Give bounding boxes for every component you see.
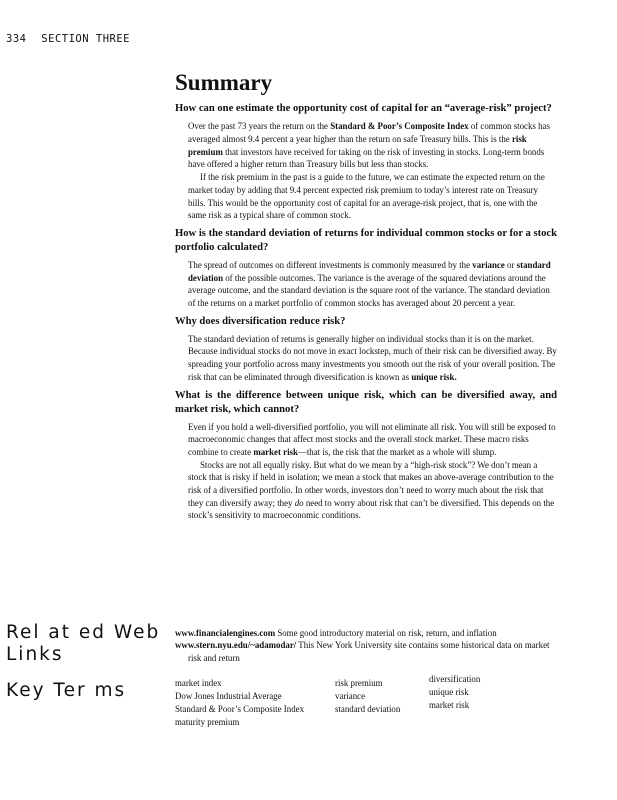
answer-2: [188, 259, 557, 310]
answer-3: [188, 333, 557, 384]
key-terms-column-1: [175, 677, 304, 729]
page-number: 334: [6, 33, 27, 45]
key-terms-column-3: [429, 673, 480, 712]
key-term: Dow Jones Industrial Average: [175, 691, 282, 701]
answer-3-paragraph-1: The standard deviation of returns is generally higher on individual stocks than it is on the market. Because individual stocks do not move in exact lockstep, much of their risk can be diversified away. By spreading your portfolio across many investments you smooth out the risk of your overall position. The risk that can be eliminated through diversification is known as unique risk.: [188, 333, 557, 382]
key-term: standard deviation: [335, 704, 401, 714]
web-link-item: www.stern.nyu.edu/~adamodar/ This New York University site contains some historical data on market risk and return: [175, 640, 550, 663]
summary-section: [175, 70, 557, 527]
term-market-risk: market risk: [253, 446, 298, 457]
emphasis-do: do: [294, 497, 304, 508]
key-term: risk premium: [335, 678, 383, 688]
question-4: What is the difference between unique risk, which can be diversified away, and market risk, which cannot?: [175, 389, 557, 415]
key-terms-label: Key Ter ms: [6, 680, 127, 701]
section-title: SECTION THREE: [41, 33, 130, 45]
key-term: Standard & Poor’s Composite Index: [175, 704, 305, 714]
summary-title: Summary: [175, 70, 273, 95]
key-terms-column-2: [335, 677, 400, 716]
key-term: unique risk: [429, 687, 469, 697]
term-sp-composite: Standard & Poor’s Composite Index: [330, 121, 469, 132]
answer-4-paragraph-2: Stocks are not all equally risky. But what do we mean by a “high-risk stock”? We don’t mean a stock that is risky if held in isolation; we mean a stock that makes an above-average contribution to the risk of a diversified portfolio. In other words, investors don’t need to worry much about the risk that they can diversify away; they do need to worry about risk that can’t be diversified. This depends on the stock’s sensitivity to macroeconomic conditions.: [188, 459, 555, 521]
question-1: How can one estimate the opportunity cost of capital for an “average-risk” project?: [175, 103, 552, 115]
answer-1: [188, 120, 557, 222]
web-link-url[interactable]: www.financialengines.com: [175, 628, 276, 638]
term-variance: variance: [472, 259, 505, 270]
related-web-links: [175, 627, 560, 664]
answer-1-paragraph-2: If the risk premium in the past is a guide to the future, we can estimate the expected return on the market today by adding that 9.4 percent expected risk premium to today’s interest rate on Treasury bills. This would be the opportunity cost of capital for an average-risk project, that is, one with the same risk as a typical share of common stock.: [188, 172, 545, 221]
term-standard-deviation: standard deviation: [188, 259, 551, 283]
key-term: market index: [175, 678, 222, 688]
answer-1-paragraph-1: Over the past 73 years the return on the Standard & Poor’s Composite Index of common stocks has averaged almost 9.4 percent a year higher than the return on safe Treasury bills. This is the risk premium that investors have received for taking on the risk of investing in stocks. Long-term bonds have offered a higher return than Treasury bills but less than stocks.: [188, 121, 550, 170]
key-term: maturity premium: [175, 717, 240, 727]
term-risk-premium: risk premium: [188, 134, 527, 157]
running-header: [6, 33, 130, 45]
key-term: variance: [335, 691, 366, 701]
key-term: diversification: [429, 674, 481, 684]
answer-2-paragraph-1: The spread of outcomes on different investments is commonly measured by the variance or standard deviation of the possible outcomes. The variance is the average of the squared deviations around the average outcome, and the standard deviation is the square root of the variance. The standard deviation of the returns on a market portfolio of common stocks has averaged about 20 percent a year.: [188, 259, 551, 309]
question-3: Why does diversification reduce risk?: [175, 315, 346, 327]
term-unique-risk: unique risk.: [411, 371, 457, 382]
web-link-url[interactable]: www.stern.nyu.edu/~adamodar/: [175, 640, 297, 651]
answer-4-paragraph-1: Even if you hold a well-diversified portfolio, you will not eliminate all risk. You will still be exposed to macroeconomic changes that affect most stocks and the overall stock market. These macro risks combine to create market risk—that is, the risk that the market as a whole will slump.: [188, 421, 556, 457]
answer-4: [188, 421, 557, 523]
key-term: market risk: [429, 700, 470, 710]
question-2: How is the standard deviation of returns for individual common stocks or for a stock portfolio calculated?: [175, 227, 557, 253]
web-link-item: www.financialengines.com Some good introductory material on risk, return, and inflation: [175, 628, 497, 638]
related-web-links-label: Rel at ed Web Links: [6, 622, 161, 665]
